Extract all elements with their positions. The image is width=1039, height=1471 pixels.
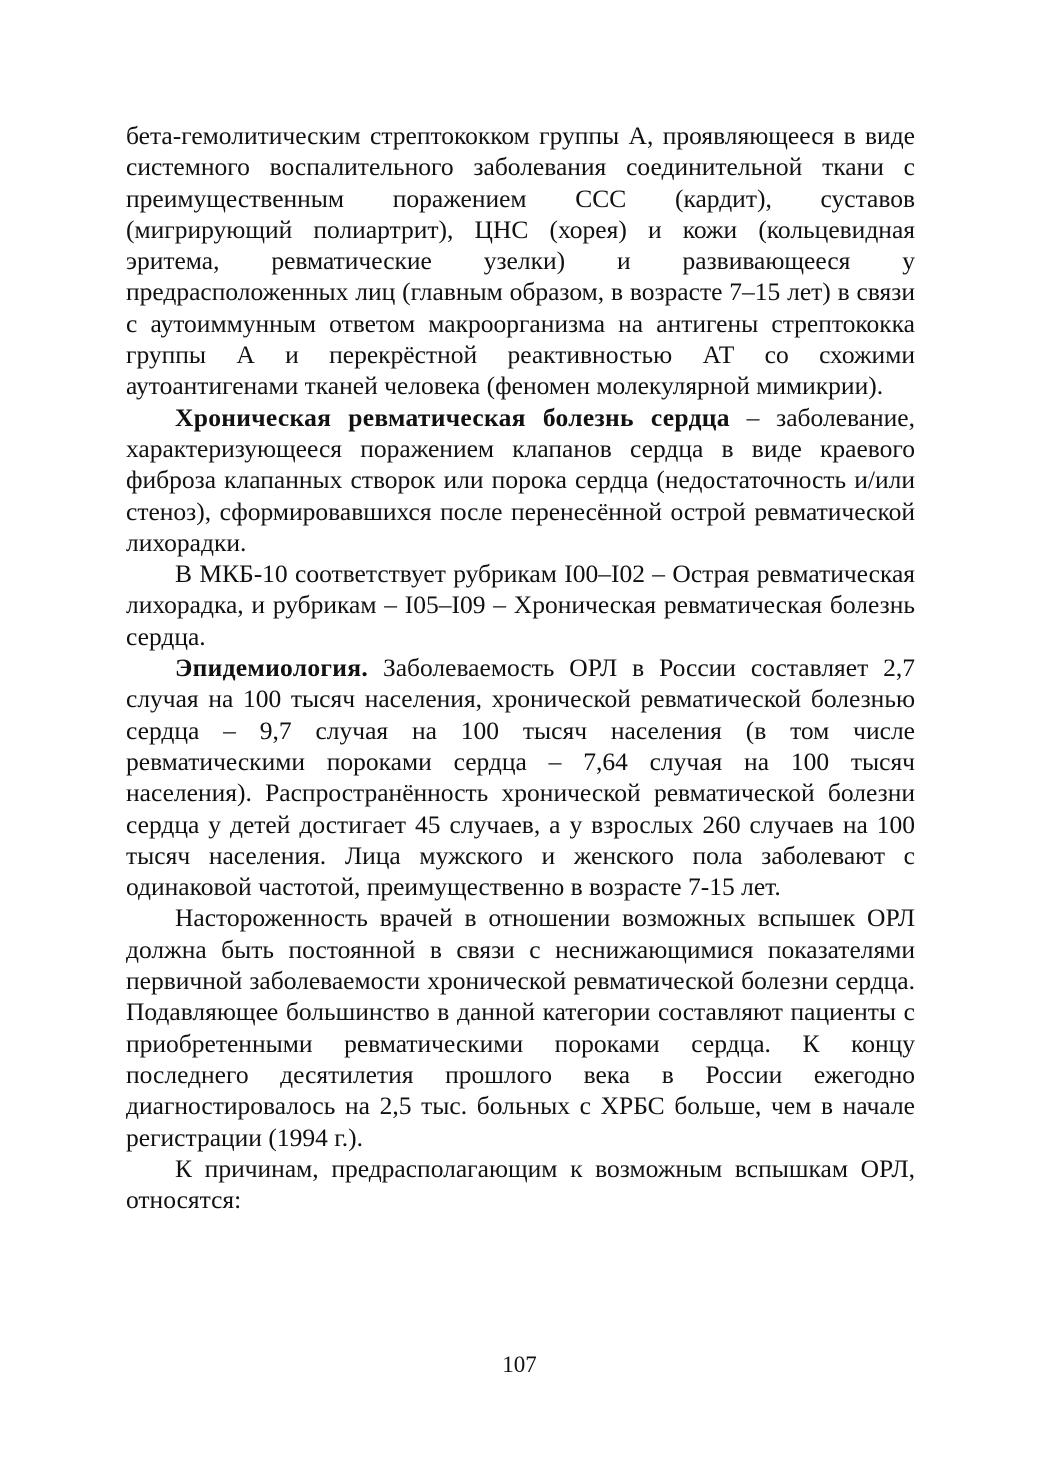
paragraph-icd-codes [126, 558, 915, 652]
page-number: 107 [502, 1352, 537, 1377]
paragraph-text: Настороженность врачей в отношении возможных вспышек ОРЛ должна быть постоянной в связи с неснижающимися показателями первичной заболеваемости хронической ревматической болезни сердца. Подавляющее большинство в данной категории составляют пациенты с приобретенными ревматическими пороками сердца. К концу последнего десятилетия прошлого века в России ежегодно диагностировалось на 2,5 тыс. больных с ХРБС больше, чем в начале регистрации (1994 г.). [126, 903, 915, 1152]
paragraph-epidemiology [126, 652, 915, 902]
paragraph-text: В МКБ-10 соответствует рубрикам I00–I02 – Острая ревматическая лихорадка, и рубрикам – I05–I09 – Хроническая ревматическая болезнь сердца. [126, 559, 915, 651]
paragraph-chronic-rheumatic-heart-disease [126, 402, 915, 558]
term-heading: Хроническая ревматическая болезнь сердца [175, 402, 730, 432]
paragraph-definition-continued [126, 120, 915, 402]
paragraph-text: Заболеваемость ОРЛ в России составляет 2,7 случая на 100 тысяч населения, хронической ревматической болезнью сердца – 9,7 случая на 100 тысяч населения (в том числе ревматическими пороками сердца – 7,64 случая на 100 тысяч населения). Распространённость хронической ревматической болезни сердца у детей достигает 45 случаев, а у взрослых 260 случаев на 100 тысяч населения. Лица мужского и женского пола заболевают с одинаковой частотой, преимущественно в возрасте 7-15 лет. [126, 653, 915, 902]
paragraph-text: бета-гемолитическим стрептококком группы А, проявляющееся в виде системного воспалительного заболевания соединительной ткани с преимущественным поражением ССС (кардит), суставов (мигрирующий полиартрит), ЦНС (хорея) и кожи (кольцевидная эритема, ревматические узелки) и развивающееся у предрасположенных лиц (главным образом, в возрасте 7–15 лет) в связи с аутоиммунным ответом макроорганизма на антигены стрептококка группы А и перекрёстной реактивностью АТ со схожими аутоантигенами тканей человека (феномен молекулярной мимикрии). [126, 121, 915, 401]
paragraph-text: – заболевание, характеризующееся поражением клапанов сердца в виде краевого фиброза клапанных створок или порока сердца (недостаточность и/или стеноз), сформировавшихся после перенесённой острой ревматической лихорадки. [126, 402, 915, 557]
paragraph-predisposing-causes [126, 1153, 915, 1216]
term-heading: Эпидемиология. [175, 653, 369, 683]
paragraph-vigilance [126, 902, 915, 1152]
paragraph-text: К причинам, предрасполагающим к возможным вспышкам ОРЛ, относятся: [126, 1153, 915, 1215]
page-body [126, 120, 915, 1215]
